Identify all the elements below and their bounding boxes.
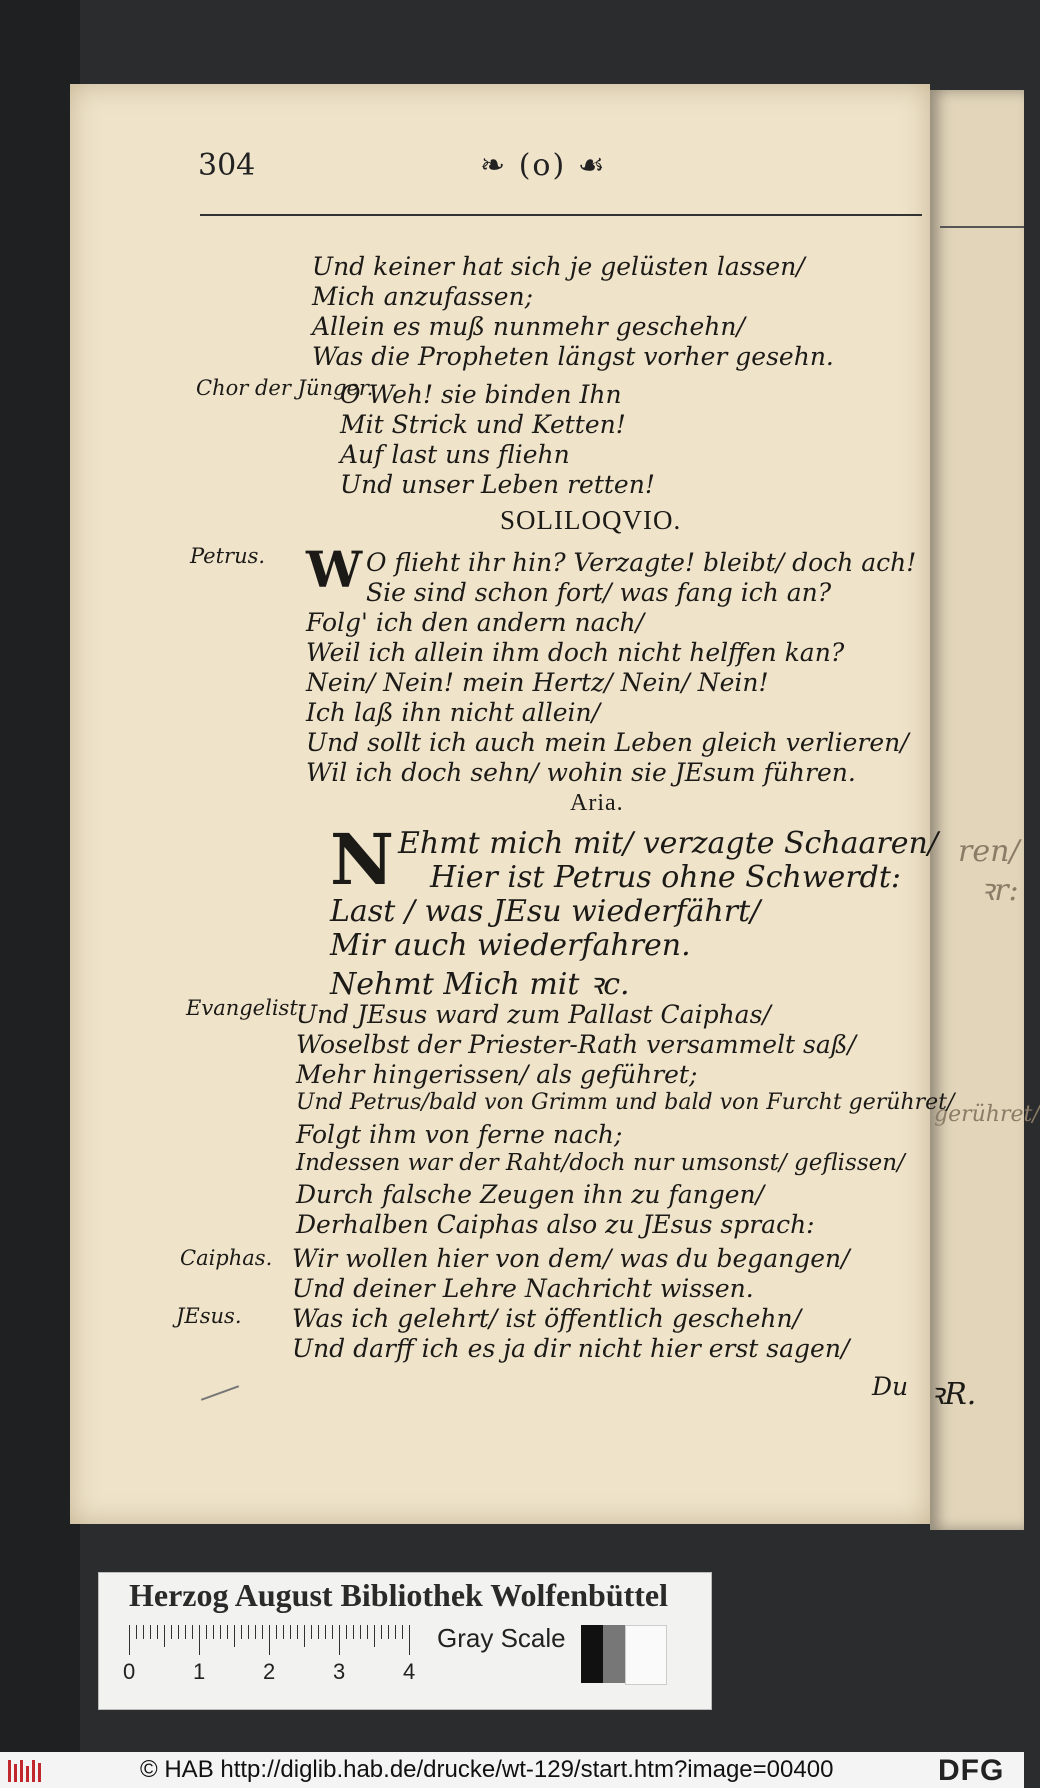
dfg-logo: DFG — [938, 1754, 1005, 1787]
ruler-tick — [297, 1625, 298, 1639]
text-line: Was ich gelehrt/ ist öffentlich geschehn/ — [292, 1304, 802, 1333]
ruler-tick — [206, 1625, 207, 1639]
header-rule — [200, 214, 922, 216]
footer-bar — [0, 1752, 1024, 1788]
ruler-tick — [367, 1625, 368, 1639]
calibration-card — [98, 1572, 712, 1710]
text-line: Sie sind schon fort/ was fang ich an? — [366, 578, 832, 607]
next-page-fragment: ꝛR. — [930, 1377, 977, 1412]
scale-number: 4 — [403, 1659, 416, 1684]
text-line: Wil ich doch sehn/ wohin sie JEsum führen. — [306, 758, 856, 787]
ruler-tick — [136, 1625, 137, 1639]
text-line: Und sollt ich auch mein Leben gleich verlieren/ — [306, 728, 909, 757]
ruler-tick — [353, 1625, 354, 1639]
text-line: Mehr hingerissen/ als geführet; — [296, 1060, 698, 1089]
speaker-label: Petrus. — [190, 544, 266, 568]
ruler-tick — [157, 1625, 158, 1639]
section-heading: SOLILOQVIO. — [500, 505, 682, 535]
text-line: Was die Propheten längst vorher gesehn. — [312, 342, 834, 371]
ornament-left-icon: ❧ — [480, 148, 519, 183]
text-line: Wir wollen hier von dem/ was du begangen/ — [292, 1244, 850, 1273]
text-line: Indessen war der Raht/doch nur umsonst/ geflissen/ — [296, 1150, 905, 1176]
text-line: Woselbst der Priester-Rath versammelt saß/ — [296, 1030, 856, 1059]
text-line: Mich anzufassen; — [312, 282, 534, 311]
ruler-tick — [381, 1625, 382, 1639]
page-header: (o) — [518, 148, 567, 183]
ruler-tick — [262, 1625, 263, 1639]
text-line: Und keiner hat sich je gelüsten lassen/ — [312, 252, 805, 281]
text-line: Last / was JEsu wiederfährt/ — [330, 894, 761, 929]
text-line: Und darff ich es ja dir nicht hier erst sagen/ — [292, 1334, 850, 1363]
gray-swatch-white — [625, 1625, 667, 1685]
ruler-tick — [213, 1625, 214, 1639]
ruler-tick — [346, 1625, 347, 1639]
ruler-tick — [339, 1625, 340, 1655]
text-line: Nein/ Nein! mein Hertz/ Nein/ Nein! — [306, 668, 769, 697]
ruler-tick — [192, 1625, 193, 1639]
next-page-rule — [940, 226, 1024, 228]
text-line: Mit Strick und Ketten! — [340, 410, 626, 439]
next-page-fragment: gerühret/ — [934, 1102, 1040, 1127]
ruler-tick — [318, 1625, 319, 1639]
scale-number: 3 — [333, 1659, 346, 1684]
ruler-tick — [164, 1625, 165, 1647]
gray-swatch-gray — [603, 1625, 625, 1683]
ruler-tick — [283, 1625, 284, 1639]
text-line: Ich laß ihn nicht allein/ — [306, 698, 601, 727]
text-line: Folgt ihm von ferne nach; — [296, 1120, 623, 1149]
ruler-tick — [220, 1625, 221, 1639]
drop-cap: N — [330, 818, 394, 901]
text-line: Allein es muß nunmehr geschehn/ — [312, 312, 745, 341]
footer-copyright: © HAB http://diglib.hab.de/drucke/wt-129/start.htm?image=00400 — [140, 1756, 834, 1783]
text-line: Auf last uns fliehn — [340, 440, 570, 469]
speaker-label: Caiphas. — [180, 1246, 273, 1270]
catchword: Du — [872, 1372, 909, 1401]
ruler-tick — [234, 1625, 235, 1647]
drop-cap: W — [306, 540, 363, 599]
text-line: Ehmt mich mit/ verzagte Schaaren/ — [398, 826, 938, 861]
section-heading: Aria. — [570, 790, 624, 816]
ruler-tick — [129, 1625, 130, 1655]
hab-barcode-icon — [6, 1758, 46, 1784]
ruler-tick — [304, 1625, 305, 1647]
ruler-tick — [409, 1625, 410, 1655]
library-name: Herzog August Bibliothek Wolfenbüttel — [129, 1577, 669, 1613]
scanner-background — [0, 0, 80, 1788]
text-line: Durch falsche Zeugen ihn zu fangen/ — [296, 1180, 765, 1209]
text-line: Und Petrus/bald von Grimm und bald von Furcht gerühret/ — [296, 1090, 955, 1115]
gray-scale-label: Gray Scale — [437, 1623, 566, 1653]
page-number: 304 — [198, 148, 256, 183]
ruler-tick — [325, 1625, 326, 1639]
speaker-label: Chor der Jünger. — [196, 376, 374, 400]
ruler-tick — [241, 1625, 242, 1639]
ruler-tick — [360, 1625, 361, 1639]
scale-number: 1 — [193, 1659, 206, 1684]
ruler-tick — [185, 1625, 186, 1639]
text-line: Und deiner Lehre Nachricht wissen. — [292, 1274, 754, 1303]
ruler-tick — [227, 1625, 228, 1639]
ruler-tick — [395, 1625, 396, 1639]
ruler-tick — [290, 1625, 291, 1639]
ruler-tick — [311, 1625, 312, 1639]
text-line: Mir auch wiederfahren. — [330, 928, 691, 963]
ornament-right-icon: ☙ — [566, 148, 607, 183]
text-line: Derhalben Caiphas also zu JEsus sprach: — [296, 1210, 815, 1239]
ruler-tick — [276, 1625, 277, 1639]
ruler-tick — [332, 1625, 333, 1639]
speaker-label: Evangelist. — [186, 996, 305, 1020]
ruler-tick — [255, 1625, 256, 1639]
text-line: Weil ich allein ihm doch nicht helffen kan? — [306, 638, 845, 667]
ruler-tick — [388, 1625, 389, 1639]
next-page-fragment: ren/ — [958, 834, 1020, 869]
scale-number: 0 — [123, 1659, 136, 1684]
ruler-tick — [178, 1625, 179, 1639]
ruler-tick — [374, 1625, 375, 1647]
gray-swatch-black — [581, 1625, 603, 1683]
text-line: Und unser Leben retten! — [340, 470, 655, 499]
ruler-tick — [143, 1625, 144, 1639]
page-header-ornament — [480, 148, 607, 183]
text-line: O Weh! sie binden Ihn — [340, 380, 622, 409]
speaker-label: JEsus. — [176, 1304, 242, 1328]
text-line: Und JEsus ward zum Pallast Caiphas/ — [296, 1000, 771, 1029]
ruler-tick — [402, 1625, 403, 1639]
next-page-edge — [930, 90, 1040, 1530]
ruler-tick — [150, 1625, 151, 1639]
scale-number: 2 — [263, 1659, 276, 1684]
text-line: Folg' ich den andern nach/ — [306, 608, 645, 637]
next-page-fragment: ꝛr: — [980, 873, 1019, 908]
text-line: O flieht ihr hin? Verzagte! bleibt/ doch ach! — [366, 548, 917, 577]
ruler-tick — [248, 1625, 249, 1639]
text-line: Nehmt Mich mit ꝛc. — [330, 967, 630, 1002]
ruler-tick — [171, 1625, 172, 1639]
ruler-tick — [199, 1625, 200, 1655]
text-line: Hier ist Petrus ohne Schwerdt: — [430, 860, 902, 895]
ruler-tick — [269, 1625, 270, 1655]
